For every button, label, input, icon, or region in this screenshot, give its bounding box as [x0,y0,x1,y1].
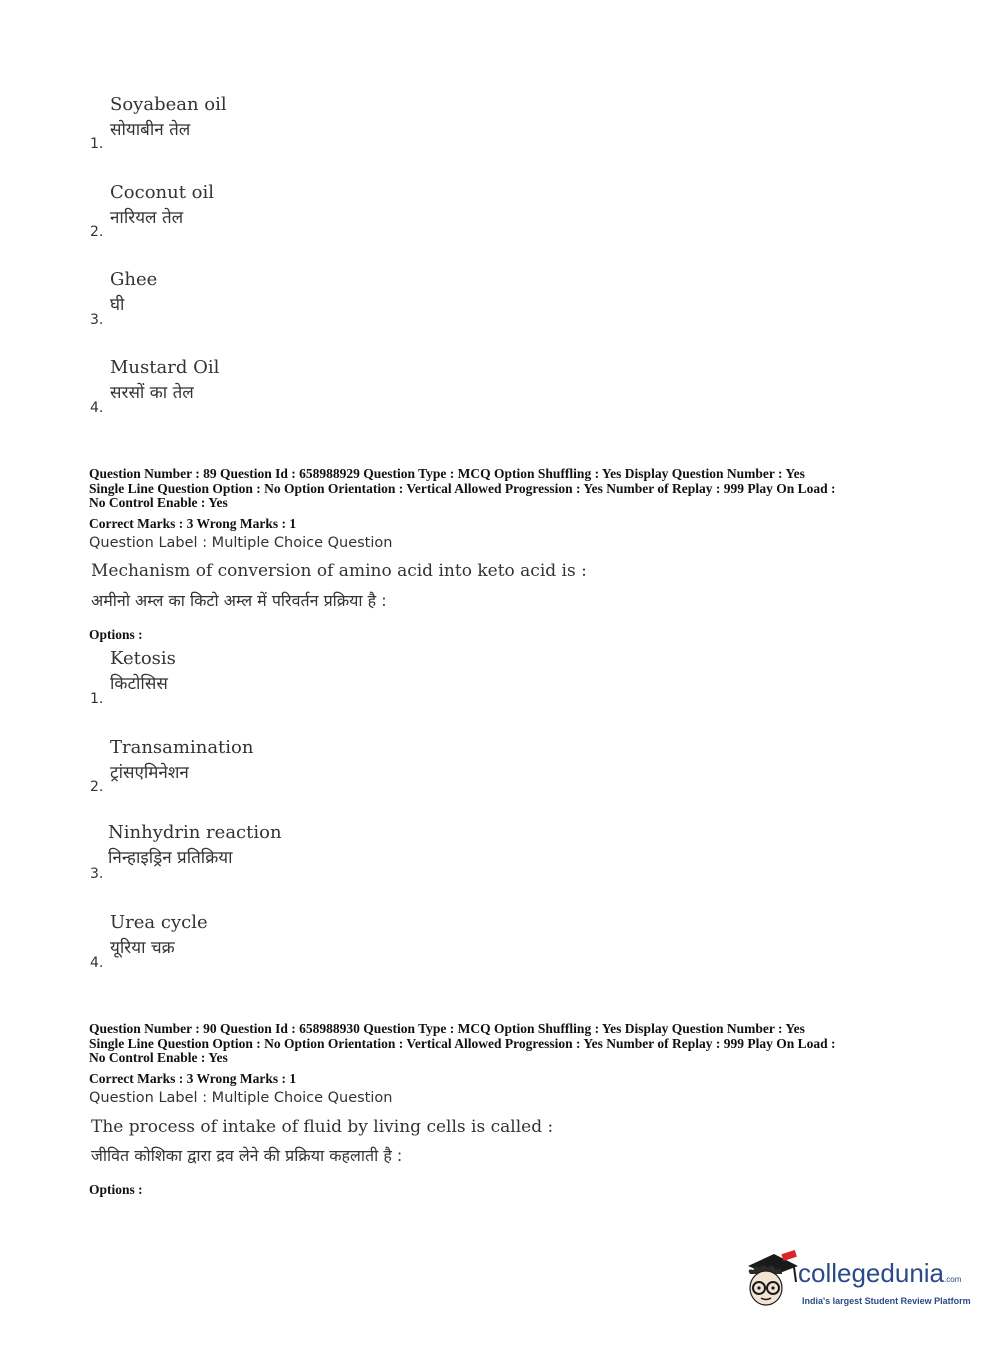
option-text-en: Ghee [110,269,158,290]
option-text-en: Transamination [110,737,254,758]
collegedunia-logo[interactable] [742,1248,972,1318]
option-number: 4. [90,400,104,416]
question-90-meta [89,1022,919,1086]
option-text-hi: नारियल तेल [110,208,184,228]
option-number: 1. [90,136,104,152]
option-number: 3. [90,312,104,328]
option-text-hi: सोयाबीन तेल [110,120,191,140]
option-text-hi: सरसों का तेल [110,383,194,403]
option-text-hi: यूरिया चक्र [110,938,175,958]
marks-line: Correct Marks : 3 Wrong Marks : 1 [89,515,297,531]
meta-line: No Control Enable : Yes [89,495,228,510]
option-1[interactable] [110,648,176,694]
question-89-meta [89,467,919,531]
question-text-hi: जीवित कोशिका द्वारा द्रव लेने की प्रक्रिया कहलाती है : [91,1146,403,1165]
question-text-en: Mechanism of conversion of amino acid into keto acid is : [91,561,587,581]
meta-line: Question Number : 90 Question Id : 658988930 Question Type : MCQ Option Shuffling : Yes Display Question Number : Yes [89,1021,805,1036]
prev-option-3 [110,269,157,315]
marks-line: Correct Marks : 3 Wrong Marks : 1 [89,1070,297,1086]
option-text-en: Soyabean oil [110,94,227,115]
question-label: Question Label : Multiple Choice Question [89,1090,393,1106]
options-heading: Options : [89,1182,143,1197]
option-text-en: Urea cycle [110,912,208,933]
prev-option-2 [110,182,214,228]
option-number: 2. [90,224,104,240]
option-number: 1. [90,691,104,707]
logo-wordmark: collegedunia.com [798,1258,962,1288]
collegedunia-mascot-icon [742,1250,800,1310]
question-text-hi: अमीनो अम्ल का किटो अम्ल में परिवर्तन प्रक्रिया है : [91,591,387,610]
question-text-en: The process of intake of fluid by living cells is called : [91,1117,554,1137]
option-3[interactable] [108,822,282,868]
question-label: Question Label : Multiple Choice Question [89,535,393,551]
meta-line: No Control Enable : Yes [89,1050,228,1065]
option-number: 4. [90,955,104,971]
option-text-hi: निन्हाइड्रिन प्रतिक्रिया [108,848,233,868]
prev-option-4 [110,357,219,403]
option-number: 3. [90,866,104,882]
option-text-en: Ninhydrin reaction [108,822,282,843]
logo-tagline: India's largest Student Review Platform [802,1296,971,1306]
meta-line: Single Line Question Option : No Option Orientation : Vertical Allowed Progression : Yes Number of Replay : 999 Play On Load : [89,480,836,496]
option-text-en: Ketosis [110,648,176,669]
options-heading: Options : [89,627,143,642]
meta-line: Single Line Question Option : No Option Orientation : Vertical Allowed Progression : Yes Number of Replay : 999 Play On Load : [89,1035,836,1051]
option-text-hi: घी [110,295,125,315]
meta-line: Question Number : 89 Question Id : 658988929 Question Type : MCQ Option Shuffling : Yes Display Question Number : Yes [89,466,805,481]
prev-option-1 [110,94,227,140]
option-text-hi: किटोसिस [110,674,168,694]
option-text-en: Mustard Oil [110,357,220,378]
option-2[interactable] [110,737,253,783]
option-4[interactable] [110,912,208,958]
option-number: 2. [90,779,104,795]
option-text-en: Coconut oil [110,182,215,203]
option-text-hi: ट्रांसएमिनेशन [110,763,189,783]
